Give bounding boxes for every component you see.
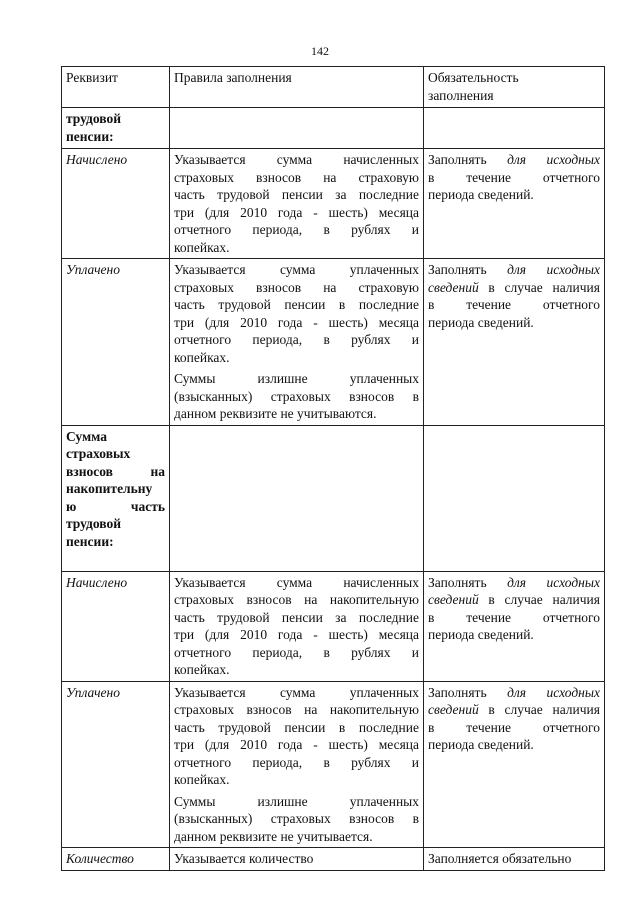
header-rules: Правила заполнения [170, 67, 424, 108]
requisites-table [61, 66, 605, 871]
empty-cell [424, 425, 605, 571]
section-row-insurance-pension [62, 108, 605, 149]
empty-cell [170, 108, 424, 149]
rule-text: Указывается количество [170, 848, 424, 871]
requisite-name: Начислено [62, 571, 170, 681]
obligation-text: Заполнять для исходных сведений в случае наличия в течение отчетного периода сведений. [424, 571, 605, 681]
table-row [62, 681, 605, 848]
table-row [62, 149, 605, 259]
table-row [62, 571, 605, 681]
header-obligation-line1: Обязательность [428, 70, 519, 85]
header-obligation [424, 67, 605, 108]
obligation-text: Заполнять для исходных сведений в случае наличия в течение отчетного периода сведений. [424, 681, 605, 848]
requisite-name: Количество [62, 848, 170, 871]
table-header-row [62, 67, 605, 108]
requisite-name: Начислено [62, 149, 170, 259]
rule-text: Указывается сумма уплаченных страховых взносов на страховую часть трудовой пенсии в последние три (для 2010 года - шесть) месяца отчетного периода, в рублях и копейках. Суммы излишне уплаченных (взысканных) страховых взносов в данном реквизите не учитываются. [170, 259, 424, 426]
rule-text: Указывается сумма уплаченных страховых взносов на накопительную часть трудовой пенсии в последние три (для 2010 года - шесть) месяца отчетного периода, в рублях и копейках. Суммы излишне уплаченных (взысканных) страховых взносов в данном реквизите не учитывается. [170, 681, 424, 848]
empty-cell [424, 108, 605, 149]
rule-text: Указывается сумма начисленных страховых взносов на страховую часть трудовой пенсии за последние три (для 2010 года - шесть) месяца отчетного периода, в рублях и копейках. [170, 149, 424, 259]
rule-text: Указывается сумма начисленных страховых взносов на накопительную часть трудовой пенсии за последние три (для 2010 года - шесть) месяца отчетного периода, в рублях и копейках. [170, 571, 424, 681]
requisite-name: Уплачено [62, 681, 170, 848]
table-row [62, 259, 605, 426]
obligation-text: Заполняется обязательно [424, 848, 605, 871]
page-number: 142 [311, 44, 329, 58]
obligation-text: Заполнять для исходных в течение отчетного периода сведений. [424, 149, 605, 259]
obligation-text: Заполнять для исходных сведений в случае наличия в течение отчетного периода сведений. [424, 259, 605, 426]
section-row-funded-pension [62, 425, 605, 571]
requisite-name: Уплачено [62, 259, 170, 426]
table-row [62, 848, 605, 871]
header-obligation-line2: заполнения [428, 87, 494, 103]
section-title-insurance: трудовой пенсии: [62, 108, 170, 149]
header-requisite: Реквизит [62, 67, 170, 108]
empty-cell [170, 425, 424, 571]
section-title-funded: Сумма страховых взносов на накопительну ю часть трудовой пенсии: [62, 425, 170, 571]
